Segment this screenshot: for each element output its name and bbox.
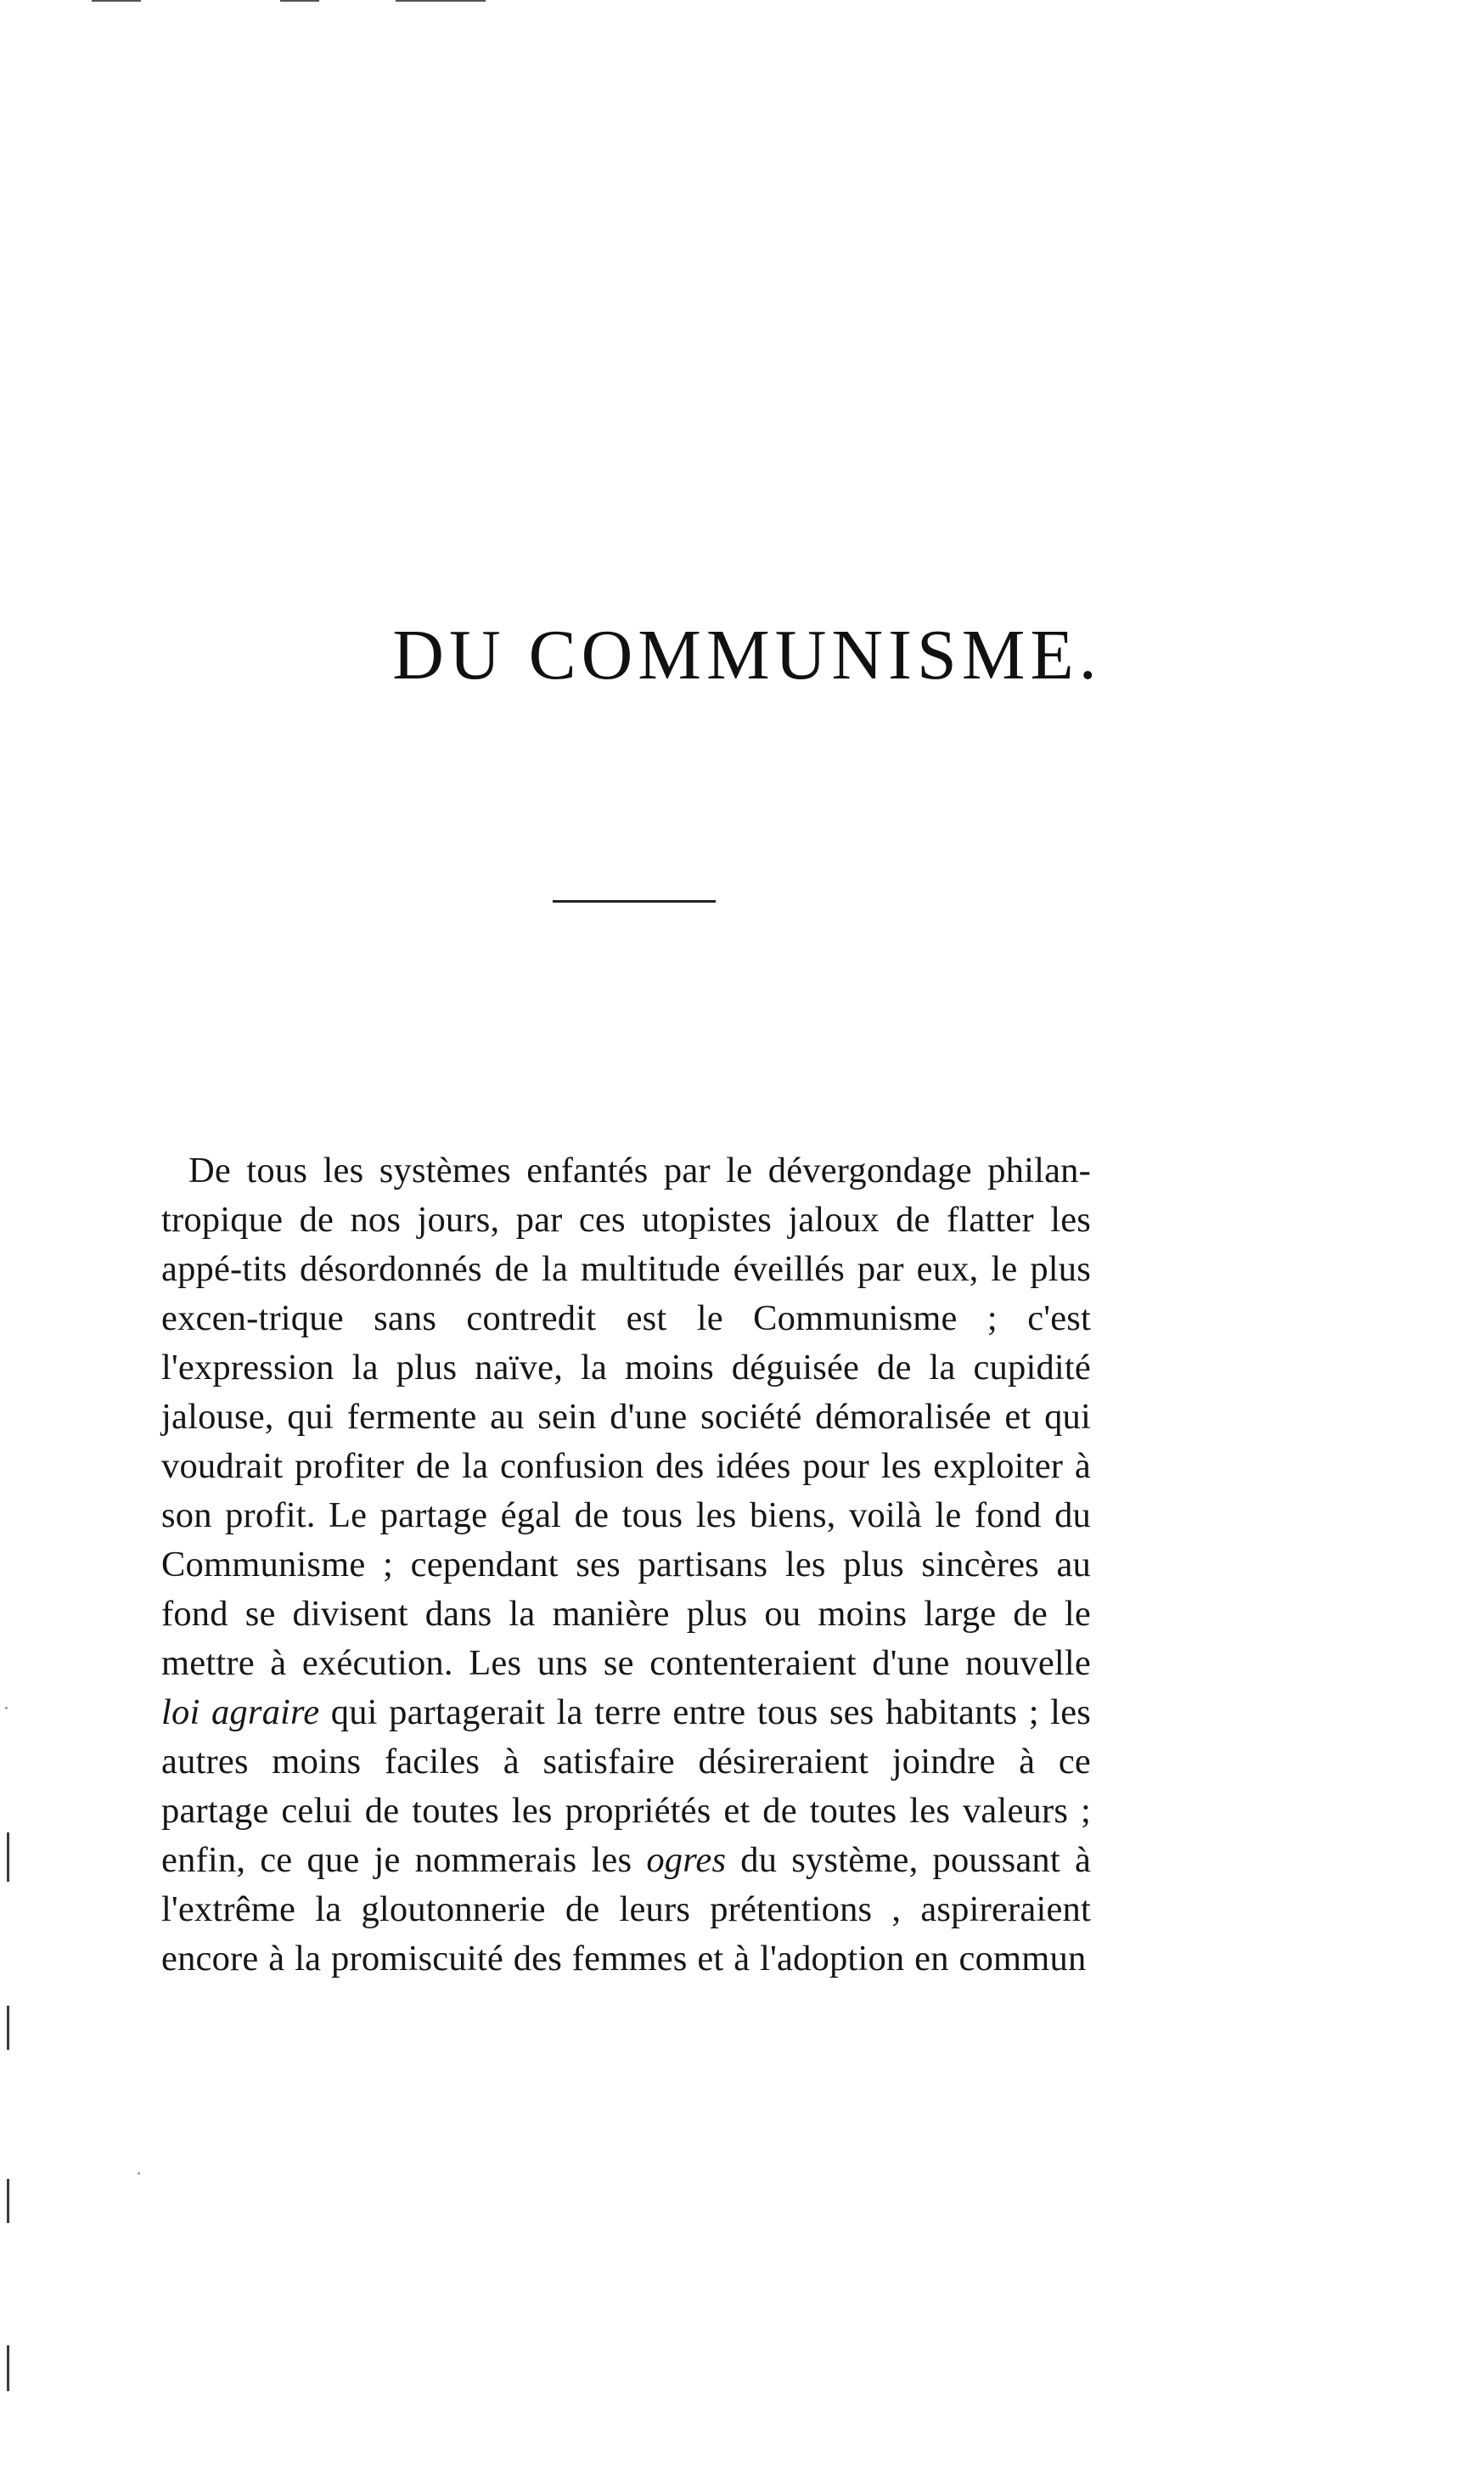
speck [5,1707,8,1709]
speck [138,2172,140,2175]
margin-mark-2 [7,2006,9,2050]
paragraph-text-2: qui partagerait la terre entre tous ses habitants ; les autres moins faciles à satisfaire désireraient joindre à ce partage celui de toutes les propriétés et de toutes les valeurs ; enfin, ce que je nommerais les [161,1692,1091,1880]
margin-mark-3 [7,2179,9,2223]
italic-loi-agraire: loi agraire [161,1692,320,1732]
body-paragraph [161,1146,1091,1984]
title-separator [553,900,716,903]
scan-rule-top-2 [280,0,319,2]
scan-rule-top-3 [396,0,486,2]
page-title: DU COMMUNISME. [392,616,1102,695]
scan-rule-top-1 [92,0,141,2]
paragraph-text-1: De tous les systèmes enfantés par le dévergondage philan-tropique de nos jours, par ces utopistes jaloux de flatter les appé-tits désordonnés de la multitude éveillés par eux, le plus excen-trique sans contredit est le Communisme ; c'est l'expression la plus naïve, la moins déguisée de la cupidité jalouse, qui fermente au sein d'une société démoralisée et qui voudrait profiter de la confusion des idées pour les exploiter à son profit. Le partage égal de tous les biens, voilà le fond du Communisme ; cependant ses partisans les plus sincères au fond se divisent dans la manière plus ou moins large de le mettre à exécution. Les uns se contenteraient d'une nouvelle [161,1151,1091,1683]
margin-mark-4 [7,2345,9,2391]
italic-ogres: ogres [646,1840,727,1880]
margin-mark-1 [7,1832,9,1882]
paragraph-text-3: du système, poussant à l'extrême la gloutonnerie de leurs prétentions , aspireraient encore à la promiscuité des femmes et à l'adoption en commun [161,1840,1092,1978]
